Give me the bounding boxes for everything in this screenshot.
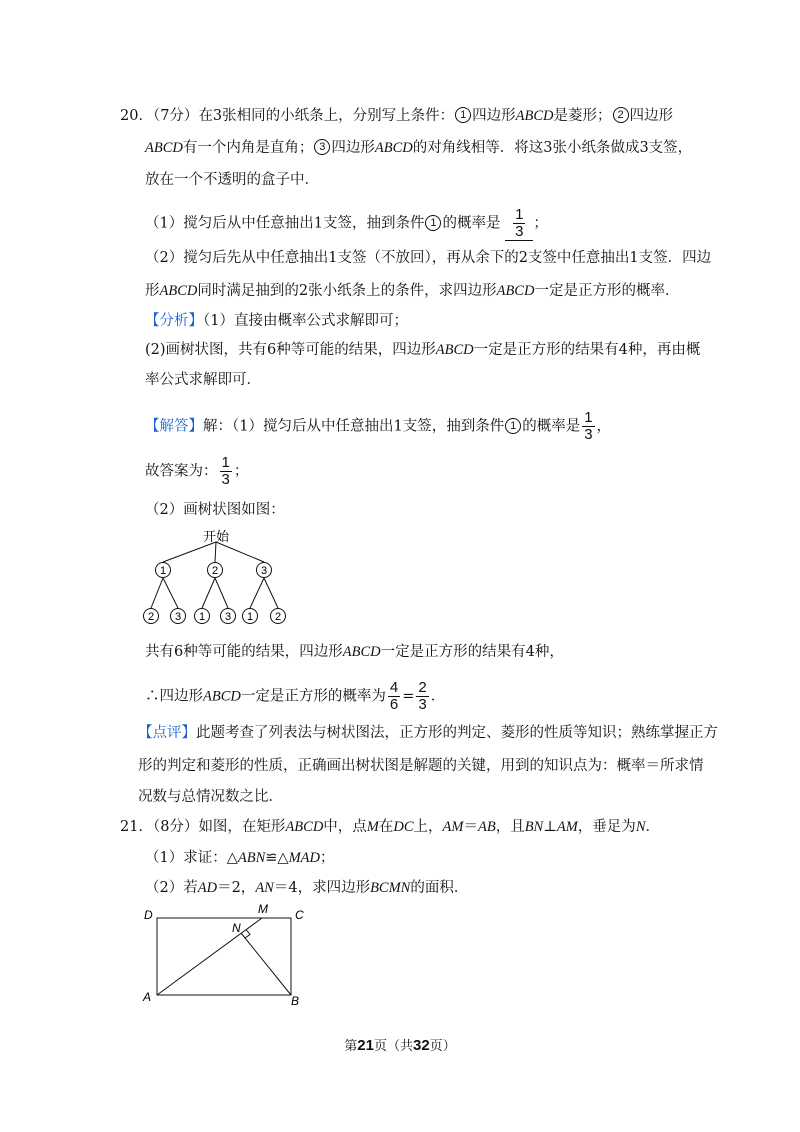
circled-number: 2	[613, 107, 629, 123]
fraction-denominator: 3	[221, 471, 230, 488]
math-dc: DC	[393, 819, 414, 835]
question-number: 20．	[120, 108, 153, 124]
math-abcd: ABCD	[496, 283, 535, 299]
q20-part2-line2	[145, 281, 679, 301]
answer-line3: （2）画树状图如图：	[145, 502, 285, 518]
q20-text: ；	[533, 215, 548, 232]
rectangle-figure	[140, 902, 320, 1012]
comment-tag: 【点评】	[138, 725, 196, 741]
comment-line3: 况数与总情况数之比．	[138, 789, 283, 805]
q20-part1	[145, 207, 548, 241]
analysis-line2	[145, 340, 700, 360]
fraction-numerator: 2	[418, 679, 427, 696]
circled-number: 1	[455, 107, 471, 123]
answer-line5	[145, 680, 445, 713]
fraction	[220, 455, 232, 488]
tree-node: 3	[260, 565, 268, 577]
circled-number: 3	[314, 139, 330, 155]
tree-leaf: 3	[174, 611, 182, 623]
answer-line2	[145, 455, 248, 488]
math-am: AM	[442, 819, 464, 835]
answer-text: ∴四边形	[145, 688, 203, 705]
page-footer	[0, 1035, 800, 1054]
math-m: M	[366, 819, 379, 835]
math-abn: ABN	[237, 850, 266, 866]
q20-text: 形	[145, 283, 160, 299]
tree-node: 2	[211, 565, 219, 577]
tree-leaf: 1	[198, 611, 206, 623]
q21-text: ．	[645, 819, 660, 835]
answer-blank	[505, 207, 533, 241]
answer-text: 解：（1）搅匀后从中任意抽出1支签，抽到条件	[203, 418, 505, 435]
answer-line4	[145, 642, 564, 662]
fraction	[513, 207, 525, 240]
q21-text: 上，	[413, 819, 443, 835]
q21-text: ，且	[495, 819, 525, 835]
answer-text: 一定是正方形的概率为	[240, 688, 386, 705]
footer-text: 页（共	[373, 1039, 413, 1054]
math-abcd: ABCD	[145, 140, 183, 156]
vertex-label-n: N	[232, 921, 241, 935]
math-abcd: ABCD	[435, 342, 474, 358]
answer-text: ，	[596, 418, 612, 435]
tree-root: 开始	[202, 529, 230, 544]
vertex-label-m: M	[258, 902, 268, 916]
question-number: 21．	[120, 819, 153, 835]
answer-line1	[145, 410, 611, 443]
q20-line2	[145, 138, 692, 158]
q20-line3: 放在一个不透明的盒子中．	[145, 172, 319, 188]
q21-text: 中，点	[323, 819, 367, 835]
tree-leaf: 3	[224, 611, 232, 623]
q21-text: （1）求证：△	[145, 850, 238, 866]
q20-text: 同时满足抽到的2张小纸条上的条件，求四边形	[197, 283, 497, 299]
fraction-numerator: 1	[584, 409, 593, 426]
equals-sign: =	[402, 688, 415, 705]
math-ab: AB	[477, 819, 496, 835]
comment-line2: 形的判定和菱形的性质，正确画出树状图是解题的关键，用到的知识点为：概率＝所求情	[138, 758, 704, 774]
q20-text: 四边形	[472, 108, 516, 124]
tree-leaf: 2	[274, 611, 282, 623]
footer-text: 页）	[429, 1039, 456, 1054]
vertex-label-c: C	[295, 908, 304, 922]
math-abcd: ABCD	[203, 688, 241, 705]
math-abcd: ABCD	[515, 108, 554, 124]
fraction	[582, 410, 594, 443]
q20-line1	[120, 106, 673, 126]
q20-text: 一定是正方形的概率．	[534, 283, 680, 299]
vertex-label-a: A	[143, 990, 152, 1004]
answer-text: ．	[430, 688, 446, 705]
comment-line1	[138, 723, 718, 743]
math-abcd: ABCD	[285, 819, 324, 835]
fraction-numerator: 1	[221, 454, 230, 471]
fraction	[416, 680, 428, 713]
answer-tag: 【解答】	[145, 418, 203, 435]
fraction-numerator: 1	[515, 206, 524, 223]
question-score: （7分）	[152, 108, 199, 124]
page-number: 21	[357, 1037, 374, 1054]
math-ad: AD	[197, 880, 218, 896]
q21-text: 如图，在矩形	[198, 819, 286, 835]
vertex-label-b: B	[291, 994, 300, 1008]
q21-text: ＝	[463, 819, 478, 835]
q20-text: 是菱形；	[553, 108, 612, 124]
analysis-tag: 【分析】	[145, 313, 203, 329]
q21-text: ，垂足为	[577, 819, 636, 835]
answer-text: 的概率是	[522, 418, 581, 435]
comment-text: 此题考查了列表法与树状图法，正方形的判定、菱形的性质等知识；熟练掌握正方	[196, 725, 718, 741]
q21-text: ；	[320, 850, 335, 866]
math-bn: BN	[524, 819, 544, 835]
q20-part2-line1: （2）搅匀后先从中任意抽出1支签（不放回），再从余下的2支签中任意抽出1支签．四边	[145, 250, 712, 266]
question-score: （8分）	[152, 819, 199, 835]
math-abcd: ABCD	[159, 283, 198, 299]
analysis-text: 一定是正方形的结果有4种，再由概	[473, 342, 701, 358]
analysis-text: （1）直接由概率公式求解即可；	[203, 313, 408, 329]
analysis-text: (2)画树状图，共有6种等可能的结果，四边形	[145, 342, 436, 358]
tree-leaf: 2	[147, 611, 155, 623]
fraction-denominator: 3	[515, 223, 524, 240]
q20-text: 有一个内角是直角；	[182, 140, 314, 156]
circled-number: 1	[425, 215, 441, 231]
answer-text: 一定是正方形的结果有4种，	[380, 644, 564, 660]
fraction-denominator: 3	[584, 426, 593, 443]
q21-part1	[145, 848, 335, 868]
q21-text: ＝2，	[217, 880, 256, 896]
math-n: N	[635, 819, 646, 835]
q20-text: 四边形	[629, 108, 674, 124]
answer-text: 共有6种等可能的结果，四边形	[145, 644, 343, 660]
answer-text: 故答案为：	[145, 463, 218, 480]
page-total: 32	[413, 1037, 430, 1054]
q20-text: 在3张相同的小纸条上，分别写上条件：	[198, 108, 455, 124]
math-abcd: ABCD	[374, 140, 413, 156]
math-am: AM	[556, 819, 578, 835]
tree-leaf: 1	[246, 611, 254, 623]
q21-text: （2）若	[145, 880, 198, 896]
q20-text: 四边形	[331, 140, 375, 156]
q21-text: ＝4，求四边形	[273, 880, 371, 896]
math-bcmn: BCMN	[370, 880, 411, 896]
tree-node: 1	[159, 565, 167, 577]
q21-text: 的面积．	[410, 880, 469, 896]
circled-number: 1	[505, 418, 521, 434]
q21-text: ⊥	[543, 819, 557, 835]
answer-text: ；	[233, 463, 249, 480]
fraction-numerator: 4	[389, 679, 399, 696]
math-abcd: ABCD	[342, 644, 381, 660]
q21-line1	[120, 817, 660, 837]
analysis-line1	[145, 311, 408, 331]
math-mad: MAD	[288, 850, 321, 866]
analysis-line3: 率公式求解即可．	[145, 372, 261, 388]
q20-text: （1）搅匀后从中任意抽出1支签，抽到条件	[145, 215, 425, 232]
math-an: AN	[255, 880, 274, 896]
q21-part2	[145, 878, 468, 898]
q20-text: 的对角线相等．将这3张小纸条做成3支签，	[412, 140, 693, 156]
footer-text: 第	[344, 1039, 358, 1054]
fraction	[388, 680, 400, 713]
vertex-label-d: D	[144, 908, 153, 922]
q21-text: 在	[378, 819, 394, 835]
q21-text: ≌△	[265, 850, 289, 866]
tree-diagram	[138, 528, 308, 628]
fraction-denominator: 6	[389, 696, 399, 713]
fraction-denominator: 3	[418, 696, 427, 713]
q20-text: 的概率是	[442, 215, 501, 232]
